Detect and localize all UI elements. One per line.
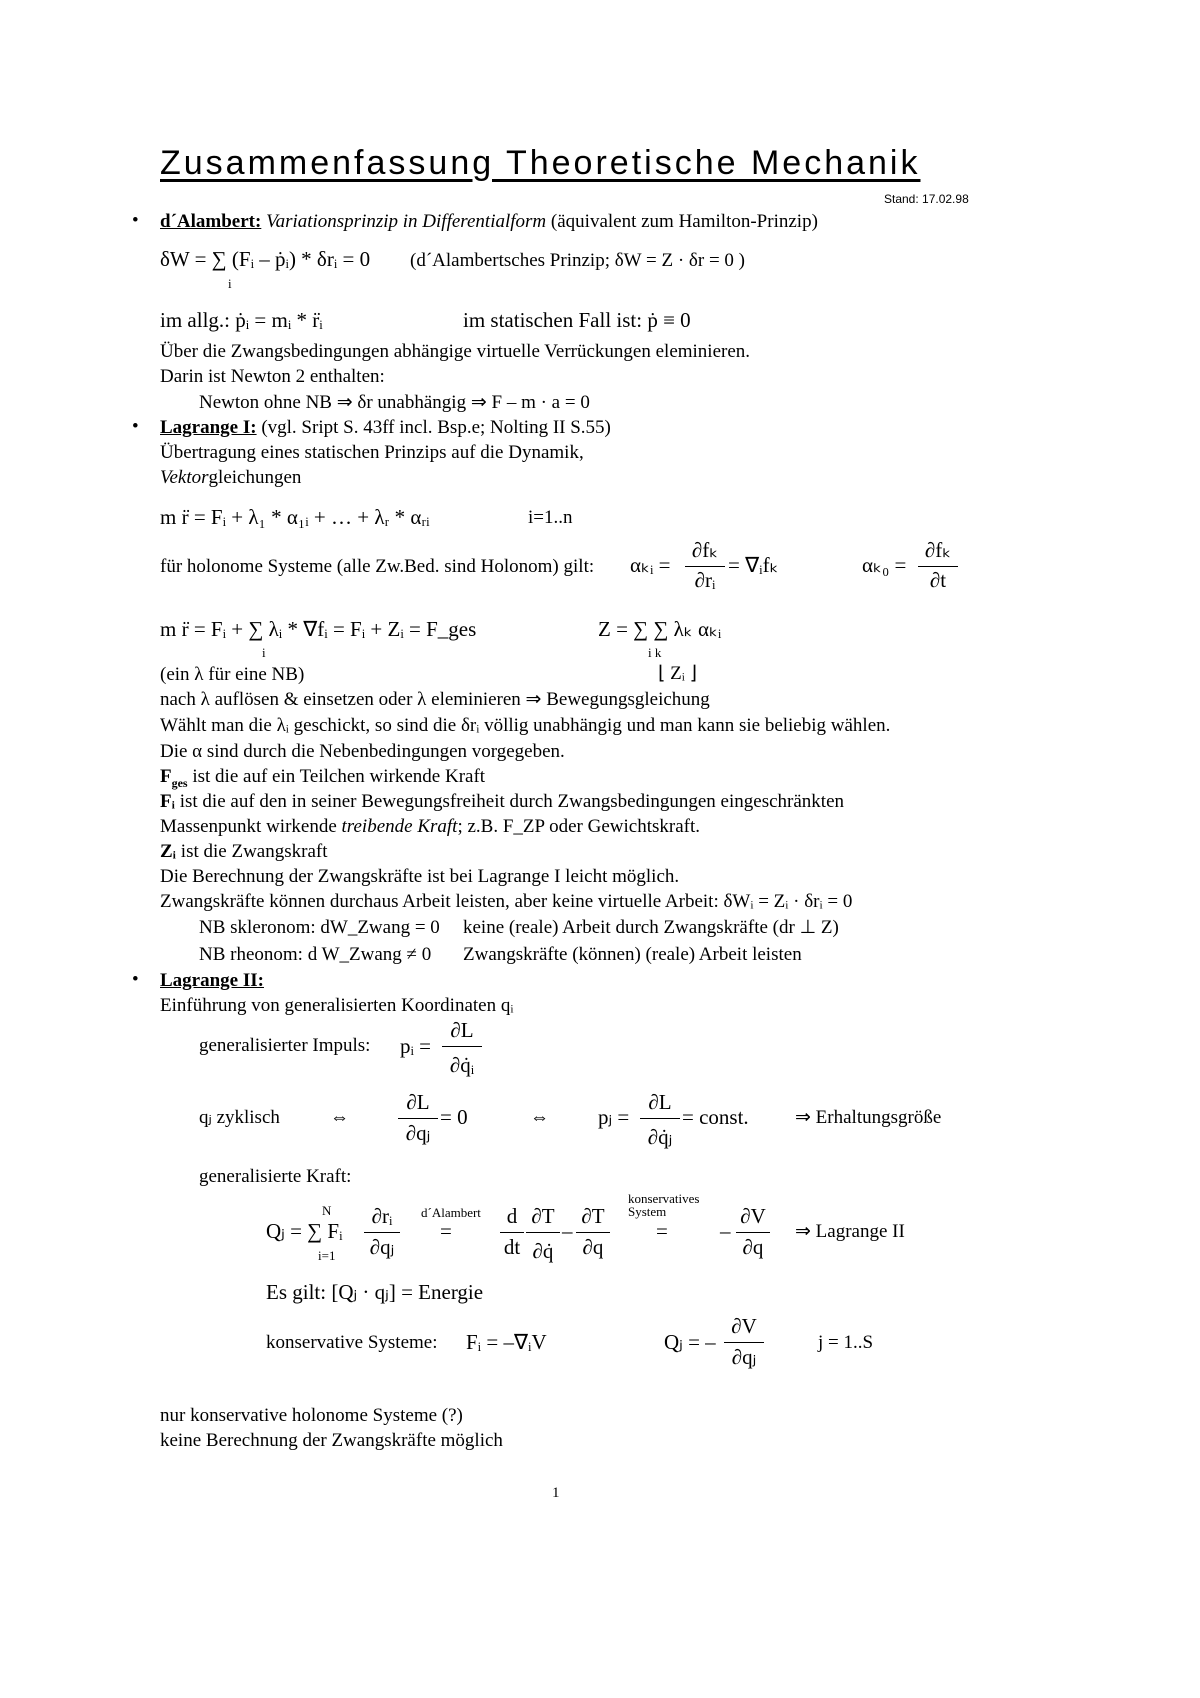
dv-numerator: ∂V [740,1204,766,1228]
fraction-bar [724,1342,764,1343]
bullet-1: • [132,210,139,231]
kraft-label: generalisierte Kraft: [199,1166,352,1187]
fraction-bar [500,1232,524,1233]
dalambert-label: d´Alambert [421,1205,481,1220]
symbol-fi: Fᵢ [160,791,175,812]
text-line: Die Berechnung der Zwangskräfte ist bei Lagrange I leicht möglich. [160,866,680,887]
fraction-bar [685,566,725,567]
equation-impulse: im allg.: ṗᵢ = mᵢ * r̈ᵢ [160,308,323,332]
page-title: Zusammenfassung Theoretische Mechanik [160,144,921,182]
alpha-k0-numerator: ∂fₖ [924,538,952,562]
text-italic: Vektor [160,467,209,488]
symbol-f: F [160,766,172,787]
text-line: Über die Zwangsbedingungen abhängige virtuelle Verrückungen eleminieren. [160,341,751,362]
equation-dalambert: δW = ∑ (Fᵢ – ṗᵢ) * δrᵢ = 0 [160,247,371,271]
text-line: Einführung von generalisierten Koordinaten qᵢ [160,995,514,1016]
text-line [160,816,700,838]
alpha-ki-lhs: αₖᵢ = [630,553,671,577]
alpha-ki-rhs: = ∇ᵢfₖ [728,553,779,577]
erhaltung-text: ⇒ Erhaltungsgröße [795,1107,942,1128]
alpha-k0-lhs: αₖ₀ = [862,553,907,577]
konservativ-systeme-label: konservative Systeme: [266,1332,438,1353]
konservativ-qj-denominator: ∂qⱼ [731,1345,757,1369]
text-line-fi [160,791,844,813]
section-heading: d´Alambert: [160,211,262,232]
sum-index: i [228,276,232,291]
minus-sign: – [562,1219,573,1243]
alpha-ki-denominator: ∂rᵢ [694,568,716,592]
text-line: Wählt man die λᵢ geschickt, so sind die δrᵢ völlig unabhängig und man kann sie beliebig wählen. [160,715,891,736]
date-stamp: Stand: 17.02.98 [884,192,969,206]
text-plain: Massenpunkt wirkende [160,816,337,837]
equiv-symbol: ⇔ [530,1107,549,1128]
zyklisch-label: qⱼ zyklisch [199,1107,280,1128]
symbol-zi: Zᵢ [160,841,177,862]
index-range: i=1..n [528,507,573,528]
section-note: (äquivalent zum Hamilton-Prinzip) [550,211,818,232]
section-heading: Lagrange II: [160,970,264,991]
text-plain: gleichungen [208,467,302,488]
minus-sign: – [720,1219,731,1243]
dt-denominator: ∂q̇ [532,1239,554,1263]
nb-skleronom-text: keine (reale) Arbeit durch Zwangskräfte (dr ⊥ Z) [463,917,839,938]
section-lagrange1-header [160,417,611,439]
section-note: (vgl. Sript S. 43ff incl. Bsp.e; Nolting II S.55) [261,417,611,438]
ddt-numerator: d [506,1204,518,1228]
fraction-bar [640,1118,680,1119]
energie-line: Es gilt: [Qⱼ · qⱼ] = Energie [266,1280,484,1304]
system-label: System [628,1204,667,1219]
konservativ-label: konservatives [628,1191,700,1206]
text-line: keine Berechnung der Zwangskräfte möglich [160,1430,503,1451]
text-plain: ; z.B. F_ZP oder Gewichtskraft. [457,816,701,837]
equation-note: (d´Alambertsches Prinzip; δW = Z · δr = 0 ) [410,250,745,271]
text-line: Zwangskräfte können durchaus Arbeit leisten, aber keine virtuelle Arbeit: δWᵢ = Zᵢ · δrᵢ = 0 [160,891,853,912]
zyklisch-numerator: ∂L [406,1090,430,1114]
section-subtitle: Variationsprinzip in Differentialform [266,211,547,232]
page-number: 1 [552,1485,560,1501]
sum-upper: N [322,1203,332,1218]
section-heading: Lagrange I: [160,417,257,438]
impuls-denominator: ∂q̇ᵢ [449,1053,475,1077]
konservativ-qj-numerator: ∂V [731,1314,757,1338]
fraction-bar [398,1118,438,1119]
zyklisch-denominator: ∂qⱼ [405,1121,431,1145]
sum-index: i k [648,645,662,660]
pj-numerator: ∂L [648,1090,672,1114]
text-line: Übertragung eines statischen Prinzips auf die Dynamik, [160,442,584,463]
konservativ-fi: Fᵢ = –∇ᵢV [466,1330,547,1354]
lagrange2-result: ⇒ Lagrange II [795,1221,905,1242]
text-line-zi [160,841,327,863]
equation-lagrange1: m r̈ = Fᵢ + λ₁ * α₁ᵢ + … + λᵣ * αᵣᵢ [160,505,430,529]
equation-lagrange1-full: m r̈ = Fᵢ + ∑ λᵢ * ∇fᵢ = Fᵢ + Zᵢ = F_ges [160,617,477,641]
nb-skleronom: NB skleronom: dW_Zwang = 0 [199,917,440,938]
qj-lhs: Qⱼ = ∑ Fᵢ [266,1219,343,1243]
text-line: nach λ auflösen & einsetzen oder λ eleminieren ⇒ Bewegungsgleichung [160,689,710,710]
text-plain: ist die auf ein Teilchen wirkende Kraft [187,766,486,787]
equation-z: Z = ∑ ∑ λₖ αₖᵢ [598,617,722,641]
equation-static: im statischen Fall ist: ṗ ≡ 0 [463,308,691,332]
impuls-numerator: ∂L [450,1018,474,1042]
ddt-denominator: dt [503,1235,521,1259]
text-line [160,467,301,489]
pj-rhs: = const. [682,1105,749,1129]
bullet-3: • [132,969,139,990]
index-range: j = 1..S [818,1332,874,1353]
dq-numerator: ∂T [581,1204,605,1228]
bullet-2: • [132,416,139,437]
text-italic: treibende Kraft [341,816,458,837]
dv-denominator: ∂q [742,1235,764,1259]
fraction-bar [918,566,958,567]
text-line: Die α sind durch die Nebenbedingungen vorgegeben. [160,741,565,762]
equiv-symbol: ⇔ [330,1107,349,1128]
fraction-bar [364,1232,400,1233]
nb-rheonom-text: Zwangskräfte (können) (reale) Arbeit leisten [463,944,802,965]
equal-sign: = [656,1219,668,1243]
section-dalambert-header [160,211,818,233]
sum-index: i [262,645,266,660]
text-line: (ein λ für eine NB) [160,664,305,685]
sum-lower: i=1 [318,1248,336,1263]
konservativ-qj-lhs: Qⱼ = – [664,1330,716,1354]
equal-sign: = [440,1219,452,1243]
text-line: Darin ist Newton 2 enthalten: [160,366,385,387]
impuls-label: generalisierter Impuls: [199,1035,371,1056]
dq-denominator: ∂q [582,1235,604,1259]
qj-numerator: ∂rᵢ [371,1204,393,1228]
text-line-newton: Newton ohne NB ⇒ δr unabhängig ⇒ F – m · a = 0 [199,392,590,413]
text-holonom: für holonome Systeme (alle Zw.Bed. sind Holonom) gilt: [160,556,595,577]
fraction-bar [526,1232,560,1233]
text-plain: ist die Zwangskraft [176,841,328,862]
nb-rheonom: NB rheonom: d W_Zwang ≠ 0 [199,944,432,965]
symbol-ges: ges [171,775,188,790]
pj-lhs: pⱼ = [598,1105,630,1129]
fraction-bar [576,1232,610,1233]
text-line: nur konservative holonome Systeme (?) [160,1405,463,1426]
alpha-ki-numerator: ∂fₖ [691,538,719,562]
impuls-lhs: pᵢ = [400,1034,432,1058]
pj-denominator: ∂q̇ⱼ [647,1125,673,1149]
z-bracket: ⌊ Zᵢ ⌋ [658,663,698,684]
alpha-k0-denominator: ∂t [929,568,947,592]
text-plain: ist die auf den in seiner Bewegungsfreiheit durch Zwangsbedingungen eingeschränkten [174,791,845,812]
dt-numerator: ∂T [531,1204,555,1228]
fraction-bar [736,1232,770,1233]
text-line-fges [160,766,485,794]
qj-denominator: ∂qⱼ [369,1235,395,1259]
zyklisch-rhs: = 0 [440,1105,468,1129]
fraction-bar [442,1046,482,1047]
